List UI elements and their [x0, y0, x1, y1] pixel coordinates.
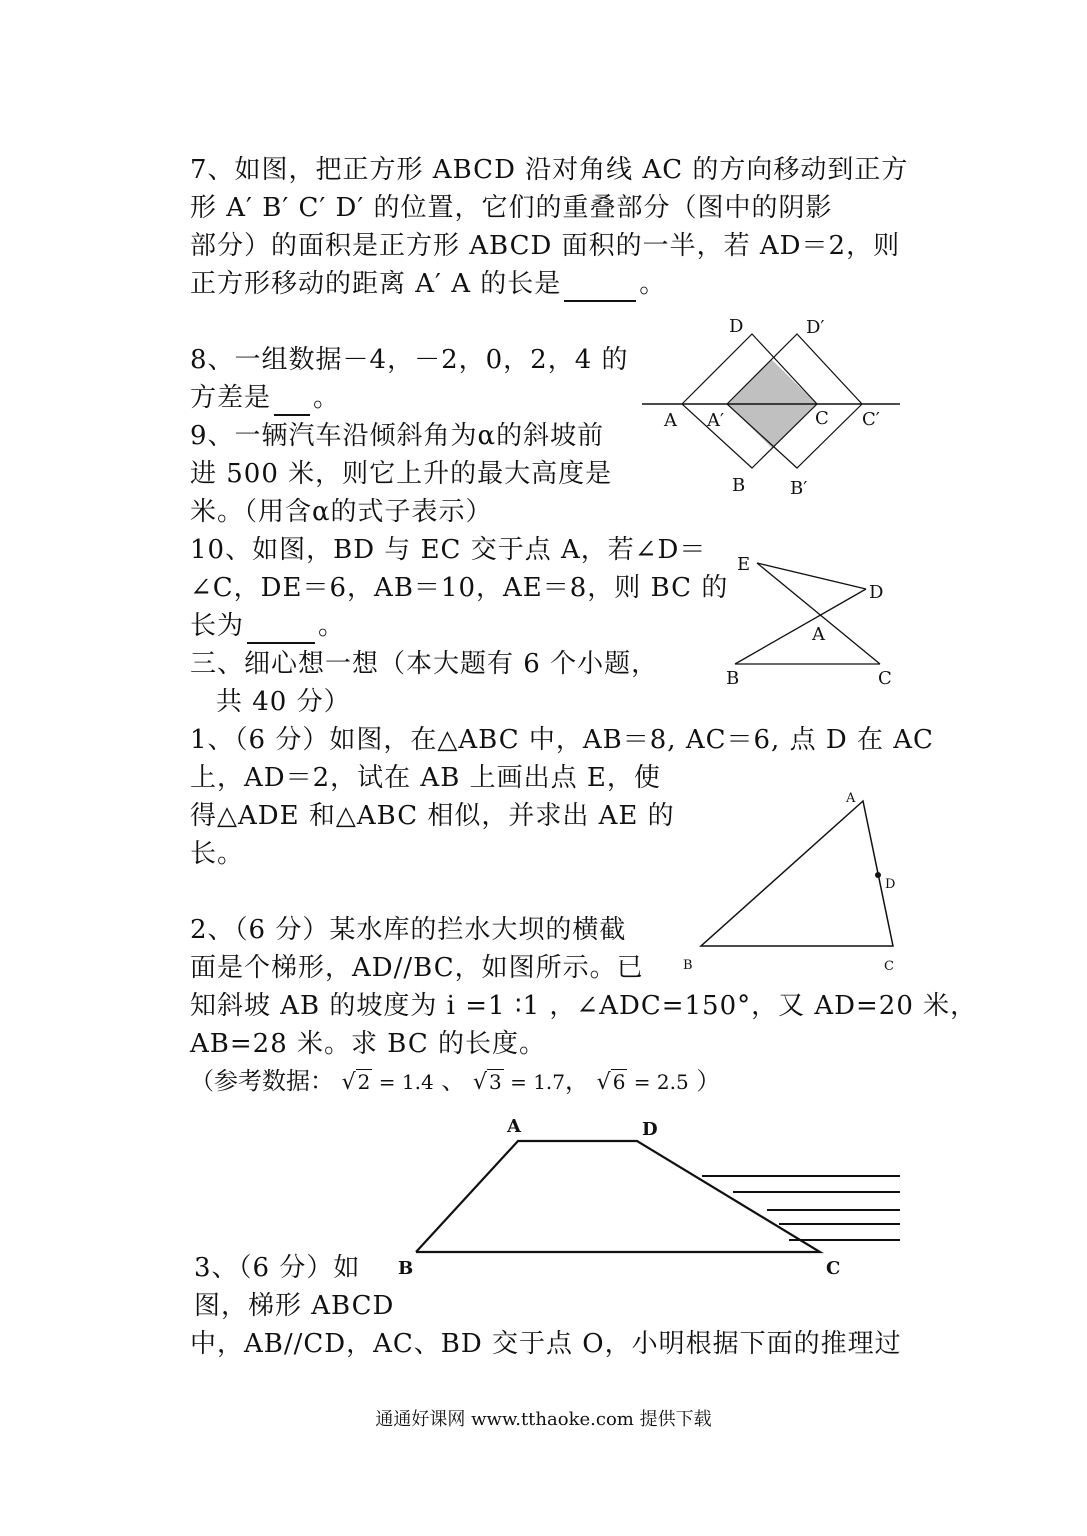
ref-sep: 、: [441, 1067, 466, 1095]
label-B: B: [683, 958, 693, 973]
ref-open: （参考数据：: [190, 1067, 334, 1095]
label-D: D: [885, 877, 896, 892]
q7-line-3: 部分）的面积是正方形 ABCD 面积的一半，若 AD＝2，则: [190, 231, 901, 261]
p1-line-3: 得△ADE 和△ABC 相似，并求出 AE 的: [190, 801, 675, 831]
q7-tail: 。: [639, 269, 667, 299]
label-A-prime: A′: [707, 410, 725, 431]
p3-line-1: 3、（6 分）如: [194, 1253, 361, 1283]
label-B: B: [732, 475, 746, 496]
p2-line-2: 面是个梯形，AD//BC，如图所示。已: [190, 953, 644, 983]
label-D-prime: D′: [806, 317, 825, 338]
label-B: B: [398, 1258, 414, 1279]
label-C: C: [826, 1258, 841, 1279]
q7-line-2: 形 A′ B′ C′ D′ 的位置，它们的重叠部分（图中的阴影: [190, 193, 833, 223]
label-A: A: [812, 624, 825, 645]
sqrt-6: √ 6 = 2.5: [596, 1070, 689, 1095]
sqrt-2: √ 2 = 1.4: [341, 1070, 434, 1095]
ref-close: ）: [696, 1067, 721, 1095]
label-D: D: [869, 582, 884, 603]
label-E: E: [737, 554, 751, 575]
footer-credit: 通通好课网 www.tthaoke.com 提供下载: [375, 1409, 712, 1430]
p2-line-1: 2、（6 分）某水库的拦水大坝的横截: [190, 915, 627, 945]
q9-line-2: 进 500 米，则它上升的最大高度是: [190, 459, 613, 489]
label-D: D: [729, 316, 744, 337]
label-C: C: [815, 408, 829, 429]
p2-line-3: 知斜坡 AB 的坡度为 i =1 ∶1 ，∠ADC=150°，又 AD=20 米，: [190, 991, 978, 1021]
label-C-prime: C′: [862, 409, 880, 430]
p2-line-4: AB=28 米。求 BC 的长度。: [190, 1029, 547, 1059]
sqrt-3: √ 3 = 1.7: [472, 1070, 566, 1095]
dam-outline: [416, 1141, 820, 1252]
q9-line-1: 9、一辆汽车沿倾斜角为α的斜坡前: [190, 421, 605, 451]
p1-line-2: 上，AD＝2，试在 AB 上画出点 E，使: [190, 763, 661, 793]
q10-line-1: 10、如图，BD 与 EC 交于点 A，若∠D＝: [190, 535, 707, 565]
q7-line-1: 7、如图，把正方形 ABCD 沿对角线 AC 的方向移动到正方: [190, 155, 909, 185]
q8-tail: 。: [313, 383, 341, 413]
section-3-heading-cont: 共 40 分）: [216, 687, 351, 717]
label-B: B: [726, 668, 740, 689]
label-A: A: [846, 791, 856, 806]
q9-line-3: 米。（用含α的式子表示）: [190, 497, 493, 527]
reference-data: （参考数据： √ 2 = 1.4 、 √ 3 = 1.7， √ 6 = 2.5 ）: [190, 1063, 720, 1101]
q8-line-2-text: 方差是: [190, 383, 272, 413]
p1-line-4: 长。: [190, 839, 245, 869]
label-D: D: [642, 1119, 658, 1140]
p3-line-2: 图，梯形 ABCD: [194, 1291, 395, 1321]
q10-line-2: ∠C，DE＝6，AB＝10，AE＝8，则 BC 的: [190, 573, 729, 603]
section-3-heading: 三、细心想一想（本大题有 6 个小题，: [190, 649, 659, 679]
p3-line-3: 中，AB//CD，AC、BD 交于点 O，小明根据下面的推理过: [190, 1329, 902, 1359]
label-A: A: [507, 1116, 521, 1137]
p1-line-1: 1、（6 分）如图，在△ABC 中，AB＝8, AC＝6, 点 D 在 AC: [190, 725, 934, 755]
label-C: C: [884, 959, 894, 974]
label-C: C: [878, 668, 892, 689]
label-B-prime: B′: [790, 478, 808, 499]
q10-line-3-text: 长为: [190, 611, 245, 641]
label-A: A: [664, 410, 677, 431]
q8-line-1: 8、一组数据－4，－2，0，2，4 的: [190, 345, 629, 375]
q10-tail: 。: [318, 611, 346, 641]
q7-line-4-text: 正方形移动的距离 A′ A 的长是: [190, 269, 562, 299]
